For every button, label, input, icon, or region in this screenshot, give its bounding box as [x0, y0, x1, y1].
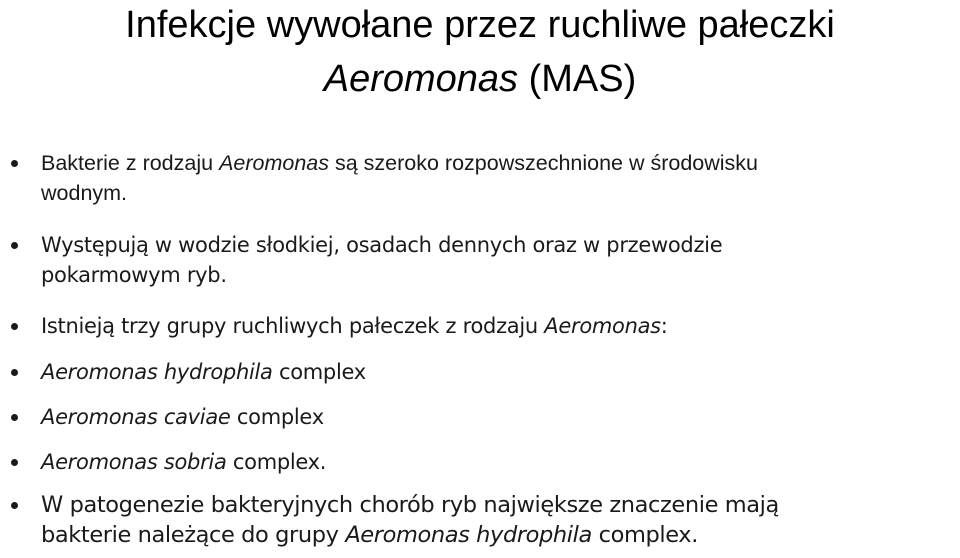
- bullet-text: [41, 447, 951, 477]
- bullet-dot-icon: [11, 459, 18, 466]
- text-run-italic: Aeromonas: [544, 314, 661, 338]
- text-run: są szeroko rozpowszechnione w środowisku: [329, 151, 759, 175]
- title-text: Infekcje wywołane przez ruchliwe pałeczki: [125, 4, 835, 46]
- bullet-line-2: wodnym.: [41, 181, 128, 205]
- bullet-dot-icon: [11, 323, 18, 330]
- title-abbrev: (MAS): [518, 58, 637, 100]
- text-run-italic: Aeromonas: [219, 151, 330, 175]
- text-run: complex: [272, 360, 366, 384]
- bullet-line-1: [41, 447, 951, 477]
- bullet-line-1: [41, 148, 951, 178]
- bullet-line-1: [41, 402, 951, 432]
- text-run: Bakterie z rodzaju: [41, 151, 220, 175]
- title-genus: Aeromonas: [323, 58, 519, 100]
- bullet-dot-icon: [11, 242, 18, 249]
- text-run: bakterie należące do grupy: [41, 522, 346, 548]
- text-run: Istnieją trzy grupy ruchliwych pałeczek z rodzaju: [41, 314, 545, 338]
- bullet-dot-icon: [11, 414, 18, 421]
- text-run-italic: Aeromonas hydrophila: [345, 522, 592, 548]
- text-run: :: [660, 314, 668, 338]
- bullet-dot-icon: [11, 502, 18, 509]
- text-run: complex: [230, 405, 324, 429]
- bullet-line-2: pokarmowym ryb.: [41, 263, 227, 287]
- text-run: complex.: [226, 450, 327, 474]
- bullet-line-1: [41, 357, 951, 387]
- bullet-text: [41, 148, 951, 208]
- bullet-line-1: [41, 311, 951, 341]
- bullet-text: [41, 230, 951, 290]
- bullet-text: [41, 357, 951, 387]
- text-run-italic: Aeromonas caviae: [41, 405, 231, 429]
- text-run-italic: Aeromonas hydrophila: [41, 360, 273, 384]
- bullet-text: [41, 311, 951, 341]
- bullet-line-2: [41, 520, 951, 550]
- bullet-dot-icon: [11, 369, 18, 376]
- bullet-text: [41, 402, 951, 432]
- bullet-text: [41, 490, 951, 550]
- bullet-line-1: Występują w wodzie słodkiej, osadach dennych oraz w przewodzie: [41, 233, 723, 257]
- bullet-dot-icon: [11, 160, 18, 167]
- bullet-line-1: W patogenezie bakteryjnych chorób ryb największe znaczenie mają: [41, 492, 779, 518]
- text-run-italic: Aeromonas sobria: [41, 450, 227, 474]
- text-run: complex.: [591, 522, 698, 548]
